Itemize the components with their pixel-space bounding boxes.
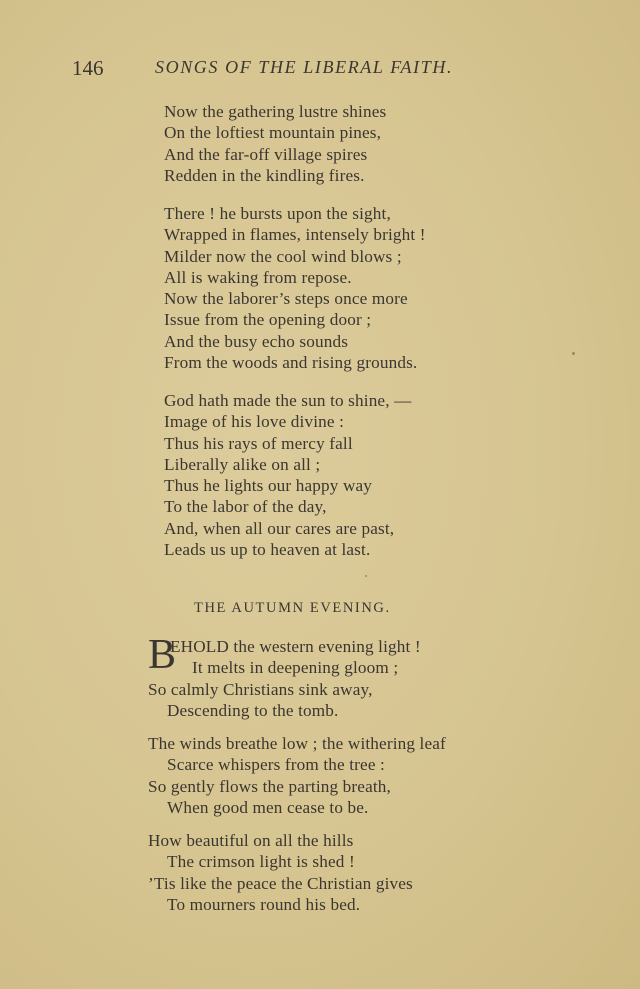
verse-line: Descending to the tomb. xyxy=(167,700,339,720)
verse-line: Issue from the opening door ; xyxy=(164,310,372,330)
verse-line: The crimson light is shed ! xyxy=(167,852,355,872)
verse-line: All is waking from repose. xyxy=(164,267,352,287)
poem2-stanza-3 xyxy=(148,830,413,915)
verse-line: Redden in the kindling fires. xyxy=(164,165,365,185)
verse-line: Now the gathering lustre shines xyxy=(164,102,387,121)
verse-line: It melts in deepening gloom ; xyxy=(192,658,399,678)
verse-line: Image of his love divine : xyxy=(164,412,345,432)
verse-line: And, when all our cares are past, xyxy=(164,518,395,538)
verse-line: On the loftiest mountain pines, xyxy=(164,123,382,143)
verse-line: Milder now the cool wind blows ; xyxy=(164,246,402,266)
verse-line: So calmly Christians sink away, xyxy=(148,679,373,699)
verse-line: Thus his rays of mercy fall xyxy=(164,433,353,453)
verse-line: ’Tis like the peace the Christian gives xyxy=(148,873,413,893)
poem2-stanza-2 xyxy=(148,733,446,818)
verse-line: The winds breathe low ; the withering leaf xyxy=(148,734,446,753)
first-line-rest: EHOLD the western evening light ! xyxy=(170,637,421,656)
verse-line: Now the laborer’s steps once more xyxy=(164,289,408,309)
paper-speck xyxy=(365,575,367,577)
poem1-stanza-3 xyxy=(164,390,411,560)
verse-line: There ! he bursts upon the sight, xyxy=(164,204,391,223)
poem1-stanza-2 xyxy=(164,203,426,373)
poem2-stanza-1 xyxy=(148,632,421,721)
verse-line: From the woods and rising grounds. xyxy=(164,353,418,373)
verse-line: To mourners round his bed. xyxy=(167,894,361,914)
drop-cap: B xyxy=(148,632,177,678)
verse-line: Thus he lights our happy way xyxy=(164,476,373,496)
verse-line: Scarce whispers from the tree : xyxy=(167,755,385,775)
verse-line: God hath made the sun to shine, — xyxy=(164,391,412,410)
verse-line: To the labor of the day, xyxy=(164,497,327,517)
page-number: 146 xyxy=(72,56,104,80)
verse-line: How beautiful on all the hills xyxy=(148,831,354,850)
verse-line: And the far-off village spires xyxy=(164,144,368,164)
verse-line: Wrapped in flames, intensely bright ! xyxy=(164,225,426,245)
verse-line: When good men cease to be. xyxy=(167,797,369,817)
running-title: SONGS OF THE LIBERAL FAITH. xyxy=(155,57,454,77)
verse-line: So gently flows the parting breath, xyxy=(148,776,391,796)
verse-line: Liberally alike on all ; xyxy=(164,454,321,474)
poem-title: THE AUTUMN EVENING. xyxy=(194,600,391,616)
poem1-stanza-1 xyxy=(164,101,386,186)
verse-line: And the busy echo sounds xyxy=(164,331,349,351)
verse-line: Leads us up to heaven at last. xyxy=(164,540,371,560)
paper-speck xyxy=(572,352,575,355)
page-header xyxy=(72,56,492,84)
